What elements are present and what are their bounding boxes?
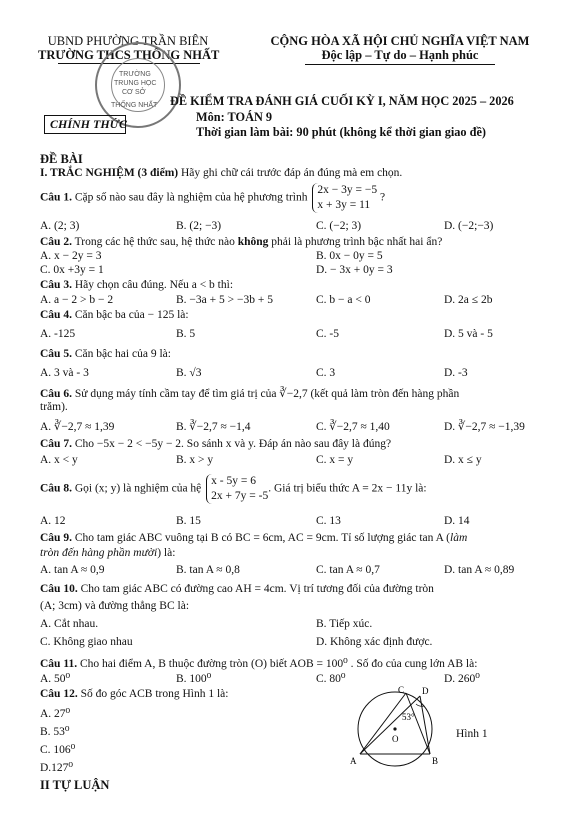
question-text: phải là phương trình bậc nhất hai ẩn? — [268, 236, 443, 248]
q8-option-c: C. 13 — [316, 515, 341, 527]
question-label: Câu 1. — [40, 191, 72, 204]
point-label-b: B — [432, 756, 439, 766]
question-label: Câu 11. — [40, 658, 78, 670]
question-text: ) là: — [157, 547, 176, 559]
question-text: Gọi (x; y) là nghiệm của hệ — [71, 482, 202, 495]
segment-cb — [406, 693, 430, 754]
question-note: tròn đến hàng phần mười — [40, 547, 158, 559]
seal-text: TRUNG HỌC — [114, 80, 157, 87]
q12-option-d: D.127⁰ — [40, 762, 74, 774]
q2-option-a: A. x − 2y = 3 — [40, 250, 102, 262]
question-10 — [40, 583, 434, 595]
question-label: Câu 7. — [40, 438, 72, 450]
question-11 — [40, 656, 477, 670]
q5-option-b: B. √3 — [176, 367, 202, 379]
q10-option-b: B. Tiếp xúc. — [316, 618, 373, 630]
segment-ad — [360, 696, 420, 754]
question-tail: . Giá trị biểu thức A = 2x − 11y là: — [268, 482, 427, 495]
q1-option-b: B. (2; −3) — [176, 220, 222, 232]
q1-option-a: A. (2; 3) — [40, 220, 80, 232]
point-label-a: A — [350, 756, 357, 766]
equation-line: x + 3y = 11 — [317, 199, 371, 211]
question-label: Câu 10. — [40, 583, 78, 595]
question-text: Căn bậc hai của 9 là: — [71, 348, 171, 360]
question-12 — [40, 688, 228, 700]
exam-subject: Môn: TOÁN 9 — [196, 110, 273, 124]
q6-option-a: A. ∛−2,7 ≈ 1,39 — [40, 421, 115, 433]
question-10-cont: (A; 3cm) và đường thẳng BC là: — [40, 600, 190, 612]
q3-option-c: C. b − a < 0 — [316, 294, 371, 306]
question-2 — [40, 236, 442, 248]
part1-heading — [40, 167, 402, 179]
point-label-o: O — [392, 734, 399, 744]
q1-option-c: C. (−2; 3) — [316, 220, 362, 232]
q11-option-a: A. 50⁰ — [40, 673, 71, 685]
country-line-1: CỘNG HÒA XÃ HỘI CHỦ NGHĨA VIỆT NAM — [270, 34, 530, 48]
equation-system — [206, 474, 268, 504]
q9-option-c: C. tan A ≈ 0,7 — [316, 564, 380, 576]
question-text: Cho tam giác ABC có đường cao AH = 4cm. Vị trí tương đối của đường tròn — [77, 583, 434, 595]
q9-option-a: A. tan A ≈ 0,9 — [40, 564, 105, 576]
q7-option-a: A. x < y — [40, 454, 78, 466]
exam-title: ĐỀ KIỂM TRA ĐÁNH GIÁ CUỐI KỲ I, NĂM HỌC 2025 – 2026 — [170, 94, 514, 108]
figure-caption: Hình 1 — [456, 728, 488, 740]
question-label: Câu 8. — [40, 482, 72, 495]
exam-duration: Thời gian làm bài: 90 phút (không kể thời gian giao đề) — [196, 125, 487, 139]
q11-option-b: B. 100⁰ — [176, 673, 212, 685]
country-underline — [305, 64, 495, 65]
seal-text: CƠ SỞ — [122, 89, 146, 96]
question-label: Câu 9. — [40, 532, 72, 544]
question-label: Câu 2. — [40, 236, 72, 248]
q11-option-c: C. 80⁰ — [316, 673, 346, 685]
q9-option-b: B. tan A ≈ 0,8 — [176, 564, 240, 576]
question-label: Câu 12. — [40, 688, 78, 700]
q12-option-c: C. 106⁰ — [40, 744, 76, 756]
q11-option-d: D. 260⁰ — [444, 673, 480, 685]
q3-option-d: D. 2a ≤ 2b — [444, 294, 493, 306]
q10-option-a: A. Cắt nhau. — [40, 618, 99, 630]
center-point — [393, 727, 396, 730]
q3-option-a: A. a − 2 > b − 2 — [40, 294, 114, 306]
q2-option-d: D. − 3x + 0y = 3 — [316, 264, 393, 276]
official-label: CHÍNH THỨC — [50, 117, 127, 131]
question-label: Câu 3. — [40, 279, 72, 291]
q5-option-d: D. -3 — [444, 367, 468, 379]
question-label: Câu 5. — [40, 348, 72, 360]
org-line-1: UBND PHƯỜNG TRẦN BIÊN — [47, 34, 209, 48]
org-line-2: TRƯỜNG THCS THỐNG NHẤT — [38, 48, 220, 62]
question-text: Cho hai điểm A, B thuộc đường tròn (O) biết AOB = 100⁰ . Số đo của cung lớn AB là: — [77, 658, 478, 670]
question-1 — [40, 183, 385, 213]
q4-option-d: D. 5 và - 5 — [444, 328, 493, 340]
q3-option-b: B. −3a + 5 > −3b + 5 — [176, 294, 273, 306]
q4-option-b: B. 5 — [176, 328, 196, 340]
question-9-cont — [40, 547, 175, 559]
part1-instruction: Hãy ghi chữ cái trước đáp án đúng mà em chọn. — [178, 167, 403, 179]
q7-option-d: D. x ≤ y — [444, 454, 482, 466]
q8-option-a: A. 12 — [40, 515, 66, 527]
q12-option-b: B. 53⁰ — [40, 726, 70, 738]
equation-line: 2x − 3y = −5 — [317, 184, 378, 196]
q6-option-c: C. ∛−2,7 ≈ 1,40 — [316, 421, 390, 433]
question-5 — [40, 348, 171, 360]
question-3 — [40, 279, 233, 291]
question-label: Câu 6. — [40, 388, 72, 400]
question-text: Số đo góc ACB trong Hình 1 là: — [77, 688, 229, 700]
q7-option-c: C. x = y — [316, 454, 354, 466]
q9-option-d: D. tan A ≈ 0,89 — [444, 564, 515, 576]
seal-text: TRƯỜNG — [119, 71, 151, 78]
q12-option-a: A. 27⁰ — [40, 708, 71, 720]
question-label: Câu 4. — [40, 309, 72, 321]
section-title: ĐỀ BÀI — [40, 152, 83, 166]
q10-option-c: C. Không giao nhau — [40, 636, 133, 648]
segment-db — [420, 696, 430, 754]
point-label-c: C — [398, 685, 405, 695]
q5-option-c: C. 3 — [316, 367, 336, 379]
seal-text: THỐNG NHẤT — [111, 102, 158, 109]
question-note: làm — [450, 532, 468, 544]
q7-option-b: B. x > y — [176, 454, 214, 466]
q4-option-a: A. -125 — [40, 328, 76, 340]
q8-option-b: B. 15 — [176, 515, 201, 527]
question-6 — [40, 386, 459, 400]
equation-system — [312, 183, 377, 213]
segment-ac — [360, 693, 406, 754]
q8-option-d: D. 14 — [444, 515, 470, 527]
question-6-cont: trăm). — [40, 401, 68, 413]
question-text: Cho −5x − 2 < −5y − 2. So sánh x và y. Đáp án nào sau đây là đúng? — [71, 438, 392, 450]
q2-option-c: C. 0x +3y = 1 — [40, 264, 104, 276]
question-7 — [40, 438, 391, 450]
q2-option-b: B. 0x − 0y = 5 — [316, 250, 383, 262]
equation-line: x - 5y = 6 — [211, 475, 256, 487]
question-9 — [40, 532, 467, 544]
point-label-d: D — [422, 686, 429, 696]
figure-1-diagram — [340, 684, 460, 770]
q6-option-b: B. ∛−2,7 ≈ −1,4 — [176, 421, 251, 433]
q4-option-c: C. -5 — [316, 328, 339, 340]
part1-title: I. TRẮC NGHIỆM (3 điểm) — [40, 167, 179, 179]
question-4 — [40, 309, 189, 321]
q6-option-d: D. ∛−2,7 ≈ −1,39 — [444, 421, 525, 433]
question-text: Hãy chọn câu đúng. Nếu a < b thì: — [71, 279, 234, 291]
question-text: Căn bậc ba của − 125 là: — [71, 309, 189, 321]
equation-line: 2x + 7y = -5 — [211, 490, 269, 502]
question-text: Cho tam giác ABC vuông tại B có BC = 6cm, AC = 9cm. Tỉ số lượng giác tan A ( — [71, 532, 450, 544]
question-tail: ? — [379, 191, 386, 204]
country-line-2: Độc lập – Tự do – Hạnh phúc — [321, 48, 479, 62]
question-text: Cặp số nào sau đây là nghiệm của hệ phương trình — [71, 191, 308, 204]
question-emphasis: không — [237, 236, 269, 248]
q1-option-d: D. (−2;−3) — [444, 220, 494, 232]
angle-label: 53° — [402, 712, 415, 722]
question-text: Trong các hệ thức sau, hệ thức nào — [71, 236, 238, 248]
part2-title: II TỰ LUẬN — [40, 778, 110, 792]
question-text: Sử dụng máy tính cầm tay để tìm giá trị của ∛−2,7 (kết quả làm tròn đến hàng phần — [71, 388, 460, 400]
q10-option-d: D. Không xác định được. — [316, 636, 433, 648]
q5-option-a: A. 3 và - 3 — [40, 367, 89, 379]
question-8 — [40, 474, 427, 504]
